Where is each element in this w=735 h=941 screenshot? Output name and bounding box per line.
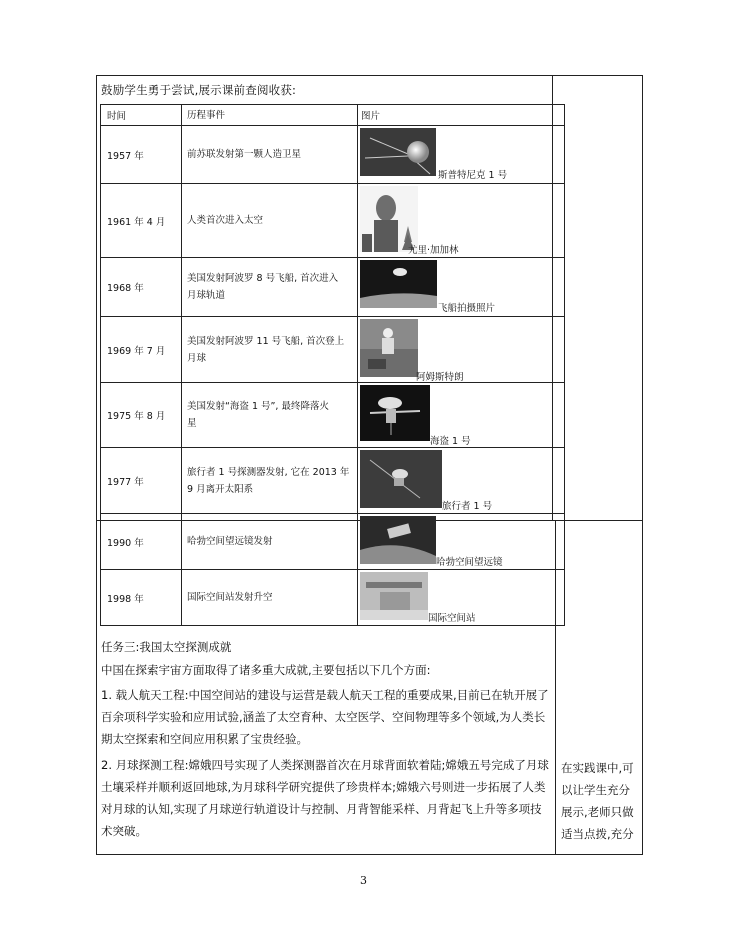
task3-heading: 任务三:我国太空探测成就 <box>101 640 232 654</box>
moon-landing-photo-icon <box>360 319 418 377</box>
row-event: 人类首次进入太空 <box>182 184 358 258</box>
table-row <box>101 258 565 317</box>
teaching-note: 在实践课中,可 以让学生充分 展示,老师只做 适当点拨,充分 <box>561 761 634 841</box>
row-event: 哈勃空间望远镜发射 <box>182 514 358 570</box>
table-header-row <box>101 105 565 126</box>
row-picture <box>358 258 565 317</box>
achievement-paragraph: 1. 载人航天工程:中国空间站的建设与运营是载人航天工程的重要成果,目前已在轨开展了 百余项科学实验和应用试验,涵盖了太空育种、太空医学、空间物理等多个领域,为人类长 期太空探索和空间应用积累了宝贵经验。 <box>101 688 549 746</box>
photo-caption: 旅行者 1 号 <box>442 501 493 512</box>
row-event: 美国发射阿波罗 8 号飞船, 首次进入 月球轨道 <box>182 258 358 317</box>
hubble-telescope-photo-icon <box>360 516 436 564</box>
earthrise-photo-icon <box>360 260 437 308</box>
row-picture <box>358 383 565 448</box>
photo-caption: 海盗 1 号 <box>430 436 471 447</box>
row-picture <box>358 317 565 383</box>
table-row <box>101 570 565 626</box>
photo-caption: 飞船拍摄照片 <box>438 303 496 314</box>
table-row <box>101 184 565 258</box>
row-time: 1977 年 <box>101 448 182 514</box>
row-picture <box>358 126 565 184</box>
row-event: 旅行者 1 号探测器发射, 它在 2013 年 9 月离开太阳系 <box>182 448 358 514</box>
table-row <box>101 317 565 383</box>
page-number: 3 <box>360 874 367 887</box>
intro-text: 鼓励学生勇于尝试,展示课前查阅收获: <box>101 83 297 97</box>
table-row <box>101 514 565 570</box>
task3-lead: 中国在探索宇宙方面取得了诸多重大成就,主要包括以下几个方面: <box>101 663 431 677</box>
satellite-photo-icon <box>360 128 436 176</box>
header-event: 历程事件 <box>182 105 358 126</box>
row-time: 1957 年 <box>101 126 182 184</box>
row-picture <box>358 514 565 570</box>
table-row <box>101 383 565 448</box>
row-picture <box>358 184 565 258</box>
row-picture <box>358 448 565 514</box>
row-time: 1969 年 7 月 <box>101 317 182 383</box>
row-event: 国际空间站发射升空 <box>182 570 358 626</box>
table-row <box>101 448 565 514</box>
history-table <box>100 104 565 626</box>
achievement-paragraph: 2. 月球探测工程:嫦娥四号实现了人类探测器首次在月球背面软着陆;嫦娥五号完成了月球 土壤采样并顺利返回地球,为月球科学研究提供了珍贵样本;嫦娥六号则进一步拓展了人类 对月球的认知,实现了月球逆行轨道设计与控制、月背智能采样、月背起飞上升等多项技 术突破。 <box>101 758 549 838</box>
row-time: 1975 年 8 月 <box>101 383 182 448</box>
row-event: 美国发射阿波罗 11 号飞船, 首次登上 月球 <box>182 317 358 383</box>
header-time: 时间 <box>101 105 182 126</box>
viking-probe-photo-icon <box>360 385 430 441</box>
photo-caption: 阿姆斯特朗 <box>416 372 464 383</box>
row-picture <box>358 570 565 626</box>
table-row <box>101 126 565 184</box>
row-time: 1998 年 <box>101 570 182 626</box>
row-event: 美国发射“海盗 1 号”, 最终降落火 星 <box>182 383 358 448</box>
photo-caption: 国际空间站 <box>428 613 476 624</box>
space-station-photo-icon <box>360 572 428 620</box>
row-event: 前苏联发射第一颗人造卫星 <box>182 126 358 184</box>
row-time: 1961 年 4 月 <box>101 184 182 258</box>
voyager-probe-photo-icon <box>360 450 442 508</box>
row-time: 1990 年 <box>101 514 182 570</box>
photo-caption: 尤里·加加林 <box>408 245 459 256</box>
header-picture: 图片 <box>358 105 565 126</box>
photo-caption: 斯普特尼克 1 号 <box>438 170 508 181</box>
photo-caption: 哈勃空间望远镜 <box>436 557 503 568</box>
row-time: 1968 年 <box>101 258 182 317</box>
